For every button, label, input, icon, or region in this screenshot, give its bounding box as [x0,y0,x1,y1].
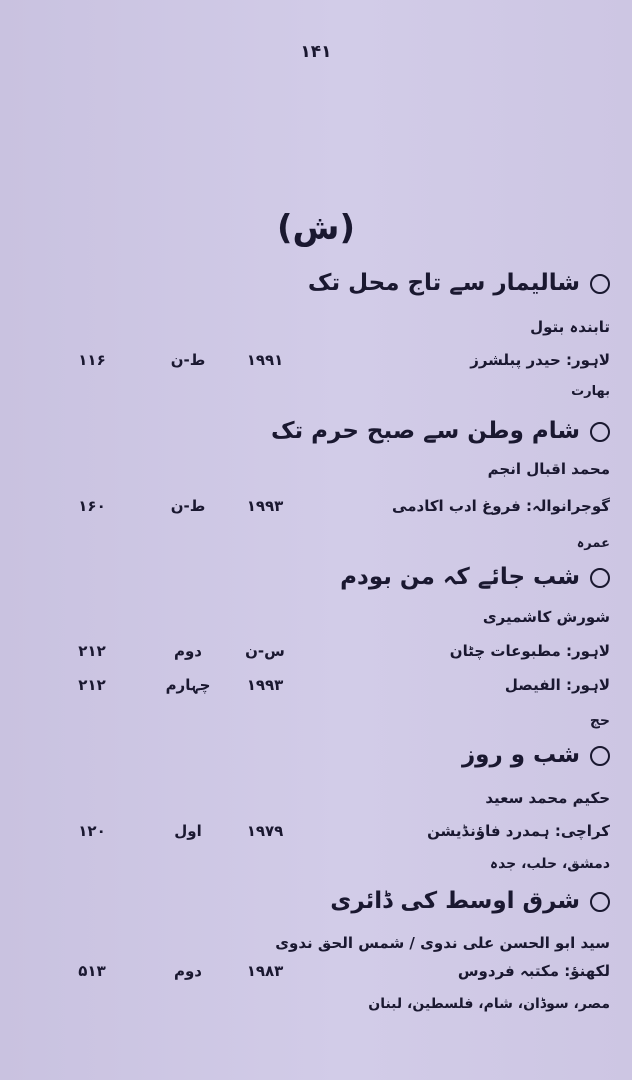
entry-year-2: ۱۹۹۳ [246,497,284,515]
entry-pages-3b: ۲۱۲ [78,676,106,694]
entry-publisher-4: کراچی: ہمدرد فاؤنڈیشن [427,822,610,840]
entry-subject-5: مصر، سوڈان، شام، فلسطین، لبنان [368,996,610,1012]
entry-publisher-1: لاہور: حیدر پبلشرز [470,351,610,369]
entry-title-1: شالیمار سے تاج محل تک [308,270,610,296]
entry-author-2: محمد اقبال انجم [487,460,610,478]
entry-year-3b: ۱۹۹۳ [246,676,284,694]
entry-edition-4: اول [174,822,202,840]
entry-edition-5: دوم [173,962,202,980]
entry-author-3: شورش کاشمیری [482,608,610,626]
entry-publisher-5: لکھنؤ: مکتبہ فردوس [457,962,610,980]
entry-title-2: شام وطن سے صبح حرم تک [271,418,610,444]
circle-bullet-icon [590,892,610,912]
entry-edition-3b: چہارم [165,676,211,694]
entry-pages-5: ۵۱۳ [78,962,106,980]
section-letter-heading: (ش) [276,208,355,248]
entry-subject-3: حج [589,713,610,729]
entry-publisher-2: گوجرانوالہ: فروغ ادب اکادمی [392,497,610,515]
circle-bullet-icon [590,746,610,766]
entry-pages-2: ۱۶۰ [78,497,106,515]
entry-title-3: شب جائے کہ من بودم [340,564,610,590]
entry-year-5: ۱۹۸۳ [246,962,284,980]
entry-year-4: ۱۹۷۹ [246,822,284,840]
entry-pages-1: ۱۱۶ [78,351,106,369]
entry-edition-2: ط-ن [170,497,206,515]
entry-pages-4: ۱۲۰ [78,822,106,840]
circle-bullet-icon [590,274,610,294]
entry-year-1: ۱۹۹۱ [246,351,284,369]
entry-publisher-3a: لاہور: مطبوعات چٹان [449,642,610,660]
entry-pages-3a: ۲۱۲ [78,642,106,660]
page-number: ۱۴۱ [300,42,332,62]
entry-title-4: شب و روز [462,742,610,768]
entry-author-5: سید ابو الحسن علی ندوی / شمس الحق ندوی [275,934,610,952]
entry-edition-1: ط-ن [170,351,206,369]
entry-title-5: شرق اوسط کی ڈائری [330,888,610,914]
entry-subject-1: بھارت [571,384,610,399]
circle-bullet-icon [590,422,610,442]
circle-bullet-icon [590,568,610,588]
entry-publisher-3b: لاہور: الفیصل [504,676,610,694]
entry-subject-4: دمشق، حلب، جدہ [489,856,610,872]
entry-subject-2: عمرہ [576,536,610,551]
entry-author-1: تابندہ بتول [530,318,610,336]
entry-year-3a: س-ن [245,642,285,660]
entry-author-4: حکیم محمد سعید [485,789,610,807]
entry-edition-3a: دوم [173,642,202,660]
